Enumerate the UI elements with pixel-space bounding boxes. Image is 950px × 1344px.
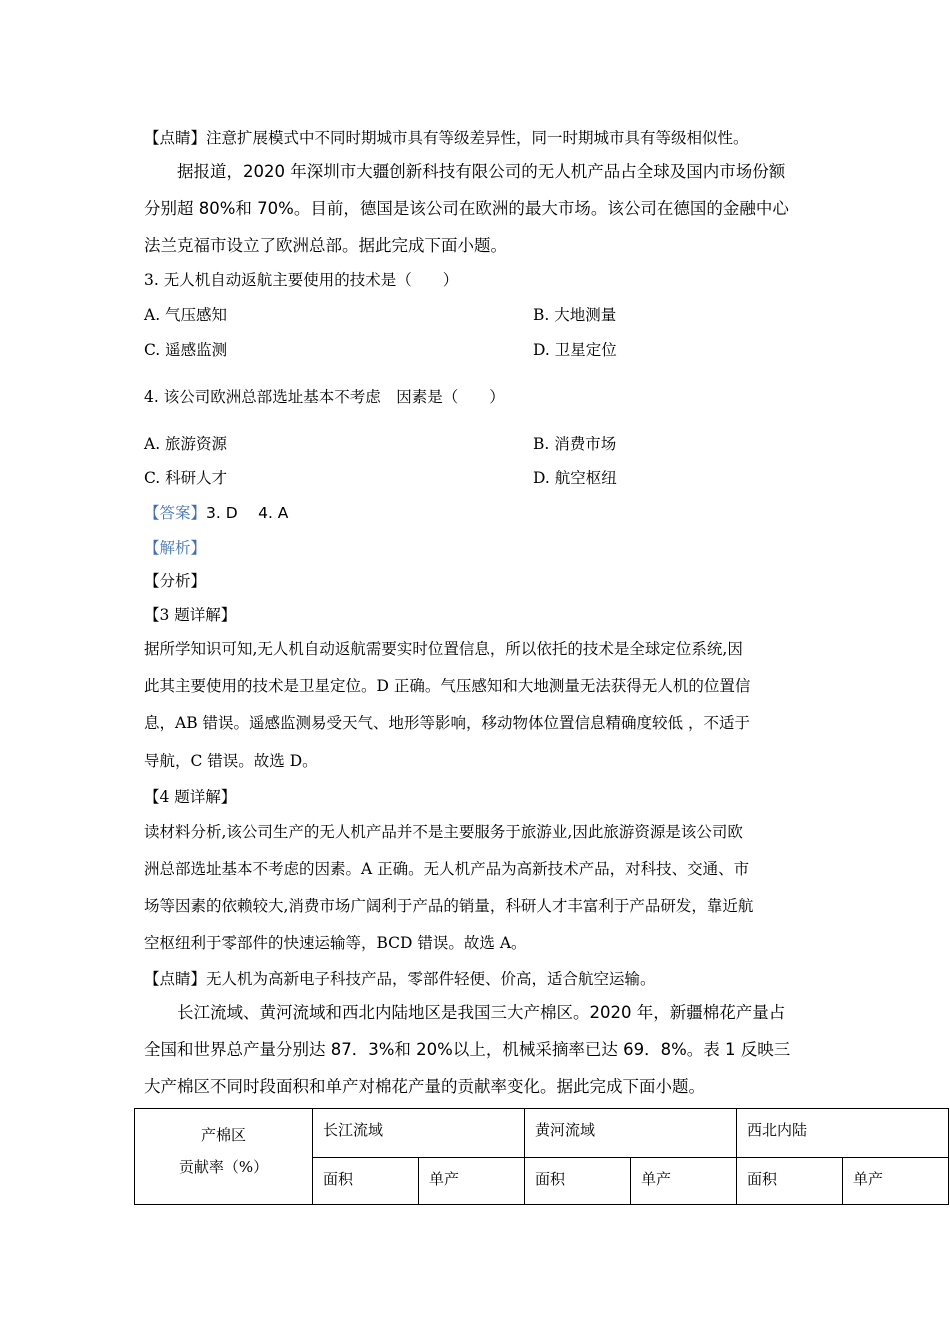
intro-paragraph-line-2: 分别超 80%和 70%。目前，德国是该公司在欧洲的最大市场。该公司在德国的金融中心: [144, 199, 789, 218]
region-header-xibei: 西北内陆: [737, 1109, 949, 1158]
q3-detail-line-4: 导航，C 错误。故选 D。: [144, 752, 318, 770]
subheader-yield: 单产: [631, 1158, 737, 1205]
fenxi-heading: 【分析】: [144, 572, 207, 590]
intro-paragraph-line-3: 法兰克福市设立了欧洲总部。据此完成下面小题。: [144, 236, 507, 255]
cotton-intro-line-1: 长江流域、黄河流域和西北内陆地区是我国三大产棉区。2020 年，新疆棉花产量占: [177, 1003, 786, 1022]
question-4: 4. 该公司欧洲总部选址基本不考虑 因素是（ ）: [144, 388, 505, 406]
q4-detail-line-1: 读材料分析,该公司生产的无人机产品并不是主要服务于旅游业,因此旅游资源是该公司欧: [144, 823, 743, 841]
subheader-yield: 单产: [419, 1158, 525, 1205]
answer-tag: 【答案】: [144, 504, 207, 522]
q4-detail-heading: 【4 题详解】: [144, 788, 237, 806]
q3-detail-line-2: 此其主要使用的技术是卫星定位。D 正确。气压感知和大地测量无法获得无人机的位置信: [144, 677, 751, 695]
corner-label-rate: 贡献率（%）: [178, 1158, 269, 1176]
subheader-yield: 单产: [843, 1158, 949, 1205]
q4-detail-line-4: 空枢纽利于零部件的快速运输等，BCD 错误。故选 A。: [144, 934, 527, 952]
cotton-intro-line-2: 全国和世界总产量分别达 87．3%和 20%以上，机械采摘率已达 69．8%。表 1 反映三: [144, 1040, 791, 1059]
question-3-option-a: A. 气压感知: [144, 306, 228, 324]
question-3-option-d: D. 卫星定位: [533, 341, 617, 359]
table-corner-header: [135, 1109, 313, 1205]
region-header-changjiang: 长江流域: [313, 1109, 525, 1158]
question-4-option-c: C. 科研人才: [144, 469, 228, 487]
question-4-option-a: A. 旅游资源: [144, 435, 228, 453]
question-3-option-b: B. 大地测量: [533, 306, 617, 324]
q4-detail-line-2: 洲总部选址基本不考虑的因素。A 正确。无人机产品为高新技术产品，对科技、交通、市: [144, 860, 750, 878]
q3-detail-line-1: 据所学知识可知,无人机自动返航需要实时位置信息，所以依托的技术是全球定位系统,因: [144, 640, 743, 658]
subheader-area: 面积: [313, 1158, 419, 1205]
cotton-intro-line-3: 大产棉区不同时段面积和单产对棉花产量的贡献率变化。据此完成下面小题。: [144, 1077, 705, 1096]
subheader-area: 面积: [525, 1158, 631, 1205]
intro-paragraph-line-1: 据报道，2020 年深圳市大疆创新科技有限公司的无人机产品占全球及国内市场份额: [177, 162, 786, 181]
question-3-option-c: C. 遥感监测: [144, 341, 228, 359]
region-header-huanghe: 黄河流域: [525, 1109, 737, 1158]
q4-detail-line-3: 场等因素的依赖较大,消费市场广阔利于产品的销量，科研人才丰富利于产品研发，靠近航: [144, 897, 754, 915]
cotton-contribution-table: [134, 1108, 949, 1205]
question-3: 3. 无人机自动返航主要使用的技术是（ ）: [144, 271, 459, 289]
question-4-option-d: D. 航空枢纽: [533, 469, 617, 487]
answer-line: [144, 502, 288, 524]
dianjing-note-2: 【点睛】无人机为高新电子科技产品，零部件轻便、价高，适合航空运输。: [144, 970, 656, 988]
dianjing-note-1: 【点睛】注意扩展模式中不同时期城市具有等级差异性，同一时期城市具有等级相似性。: [144, 129, 749, 147]
subheader-area: 面积: [737, 1158, 843, 1205]
q3-detail-heading: 【3 题详解】: [144, 606, 237, 624]
q3-detail-line-3: 息，AB 错误。遥感监测易受天气、地形等影响，移动物体位置信息精确度较低 ，不适于: [144, 714, 750, 732]
question-4-option-b: B. 消费市场: [533, 435, 617, 453]
analysis-heading: 【解析】: [144, 539, 207, 557]
corner-label-region: 产棉区: [200, 1126, 246, 1144]
answer-text: 3. D 4. A: [206, 504, 289, 522]
